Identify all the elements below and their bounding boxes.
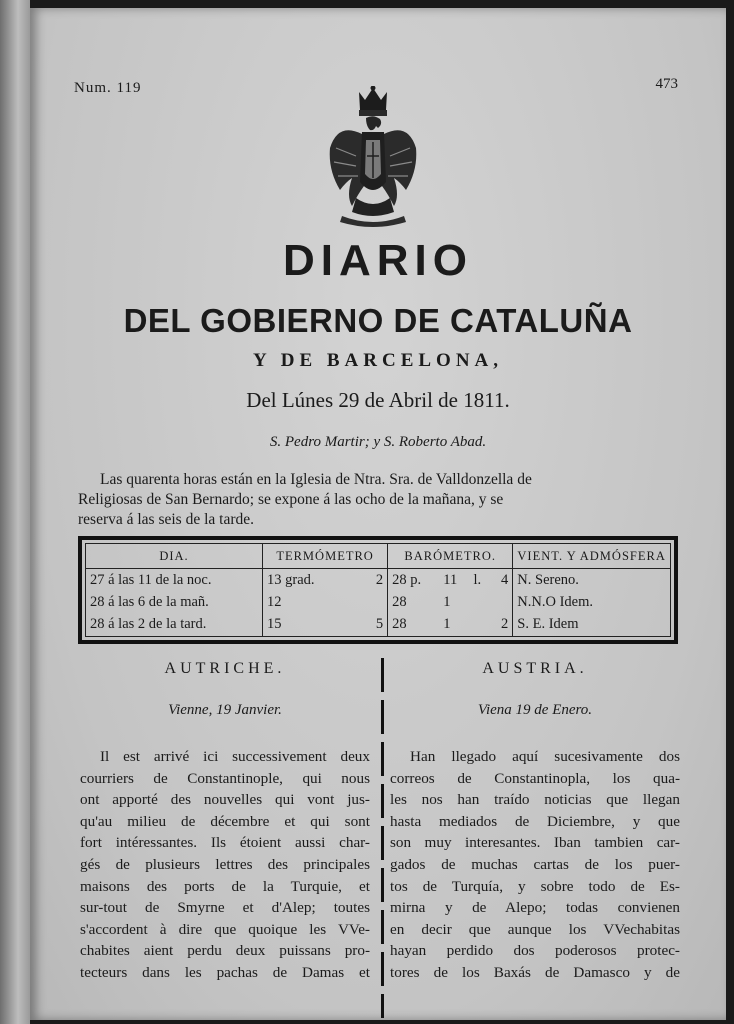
table-row (86, 614, 671, 637)
crowned-eagle-icon (326, 86, 420, 228)
text-line: tecteurs dans les pachas de Damas et (80, 963, 370, 981)
cell-baro-frac: 2 (491, 614, 513, 637)
text-line: gados de muchas cartas de los puer- (390, 855, 680, 873)
col-header-barometer: BARÓMETRO. (388, 544, 513, 569)
cell-baro-p: 28 (392, 594, 407, 611)
cell-thermo-frac: 5 (360, 614, 387, 637)
text-line: maisons des ports de la Turquie, et (80, 877, 370, 895)
cell-baro-p: 28 (392, 616, 407, 633)
masthead-subtitle-city: Y DE BARCELONA, (252, 350, 504, 371)
right-column-text (390, 746, 680, 984)
issue-date: Del Lúnes 29 de Abril de 1811. (246, 388, 510, 412)
notice-line: reserva á las seis de la tarde. (78, 511, 255, 528)
text-line: gés de plusieurs lettres des principales (80, 855, 370, 873)
text-line: courriers de Constantinople, qui nous (80, 769, 370, 787)
weather-table-header (86, 544, 671, 569)
text-line: hayan perdido dos poderosos protec- (390, 942, 680, 960)
text-line: les nos han traído noticias que llegan (390, 791, 680, 809)
cell-baro-unit: l. (473, 572, 482, 589)
cell-wind: N.N.O Idem. (517, 594, 593, 611)
cell-day: 27 á las 11 de la noc. (86, 569, 263, 592)
left-column-text (80, 746, 370, 984)
cell-thermo: 13 grad. (267, 572, 315, 589)
text-line: chabites aient perdu deux puissans pro- (80, 942, 370, 960)
right-column-heading: AUSTRIA. (482, 660, 588, 677)
page-number: 473 (655, 76, 678, 92)
cell-baro-p: 28 p. (392, 572, 422, 589)
text-line: tores de los Baxás de Damasco y de (390, 963, 680, 981)
notice-line: Las quarenta horas están en la Iglesia de Ntra. Sra. de Valldonzella de (100, 471, 532, 488)
newspaper-page (30, 8, 726, 1020)
notice-line: Religiosas de San Bernardo; se expone á las ocho de la mañana, y se (78, 491, 504, 508)
text-line: mirna y de Alepo; todas convienen (390, 899, 680, 917)
left-column-dateline: Vienne, 19 Janvier. (168, 702, 282, 718)
left-column-heading: AUTRICHE. (164, 660, 286, 677)
text-line: hasta mediados de Diciembre, y que (390, 812, 680, 830)
cell-baro-frac (491, 592, 513, 614)
cell-baro-l: 11 (443, 572, 458, 589)
cell-day: 28 á las 6 de la mañ. (86, 592, 263, 614)
cell-thermo: 12 (267, 594, 282, 611)
table-row (86, 592, 671, 614)
cell-baro-unit (470, 614, 492, 637)
text-line: qu'au milieu de décembre et qui sont (80, 812, 370, 830)
table-row (86, 569, 671, 592)
col-header-wind: VIENT. Y ADMÓSFERA (513, 544, 671, 569)
col-header-day: DIA. (86, 544, 263, 569)
issue-number: Num. 119 (74, 80, 142, 96)
text-line: tos de Turquía, y sobre todo de Es- (390, 877, 680, 895)
text-line: s'accordent à dire que quoique les VVe- (80, 920, 370, 938)
cell-baro-l: 1 (443, 616, 451, 633)
masthead-subtitle: DEL GOBIERNO DE CATALUÑA (123, 302, 633, 339)
cell-baro-frac: 4 (491, 569, 513, 592)
cell-wind: S. E. Idem (517, 616, 579, 633)
column-divider (381, 658, 384, 1018)
cell-thermo: 15 (267, 616, 282, 633)
text-line: Han llegado aquí sucesivamente dos (410, 748, 680, 765)
weather-table (85, 543, 671, 637)
religious-notice (78, 470, 678, 530)
text-line: Il est arrivé ici successivement deux (100, 748, 370, 765)
weather-table-frame (78, 536, 678, 644)
cell-thermo-frac (360, 592, 387, 614)
text-line: en decir que aunque los VVechabitas (390, 920, 680, 938)
col-header-thermometer: TERMÓMETRO (263, 544, 388, 569)
cell-thermo-frac: 2 (360, 569, 387, 592)
text-line: fort intéressantes. Ils étoient aussi char- (80, 834, 370, 852)
cell-wind: N. Sereno. (517, 572, 579, 589)
text-line: ont apporté des nouvelles qui vont jus- (80, 791, 370, 809)
cell-day: 28 á las 2 de la tard. (86, 614, 263, 637)
right-column-dateline: Viena 19 de Enero. (477, 702, 593, 718)
saints-of-day: S. Pedro Martir; y S. Roberto Abad. (269, 434, 487, 450)
text-line: son muy interesantes. Iban tambien car- (390, 834, 680, 852)
masthead-title: DIARIO (283, 236, 473, 285)
cell-baro-l: 1 (443, 594, 451, 611)
text-line: sur-tout de Smyrne et d'Alep; toutes (80, 899, 370, 917)
facing-page-edge (0, 0, 30, 1024)
cell-baro-unit (470, 592, 492, 614)
text-line: correos de Constantinopla, los qua- (390, 769, 680, 787)
